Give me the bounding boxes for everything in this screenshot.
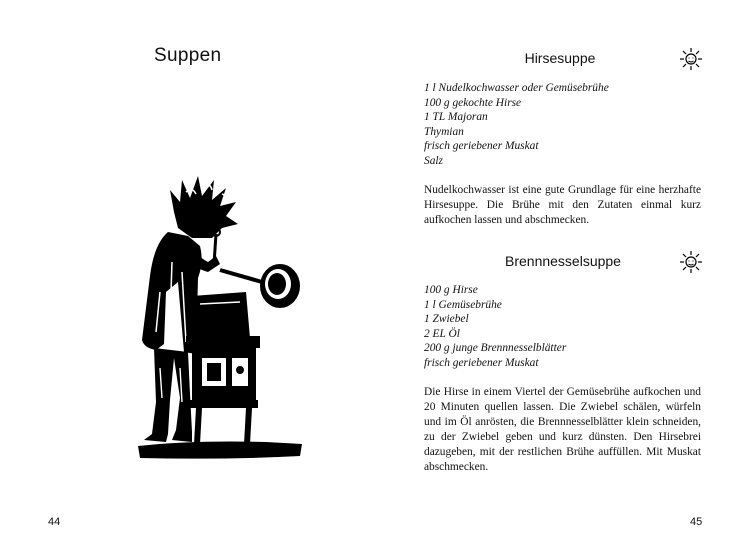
ingredient-item: Thymian [424, 125, 464, 138]
ingredient-item: Salz [424, 154, 443, 167]
ingredient-item: 100 g gekochte Hirse [424, 96, 522, 109]
sun-icon [679, 47, 703, 71]
page-title: Suppen [154, 45, 222, 66]
ingredient-item: 2 EL Öl [424, 327, 460, 340]
ingredient-item: 1 l Nudelkochwasser oder Gemüsebrühe [424, 82, 609, 94]
ingredient-item: 1 TL Majoran [424, 111, 488, 124]
recipe-title-brennnesselsuppe: Brennnesselsuppe [505, 253, 621, 269]
ingredient-item: 1 Zwiebel [424, 313, 469, 326]
ingredient-item: 200 g junge Brennnesselblätter [424, 342, 567, 355]
method-text-brennnesselsuppe: Die Hirse in einem Viertel der Gemüsebrühe aufkochen und 20 Minuten quellen lassen. Die Zwiebel schälen, würfeln und im Öl anrösten, die Brennnesselblätter klein schneiden, zu der Zwiebel geben und kurz dünsten. Den Hirsebrei dazugeben, mit der restlichen Brühe auffüllen. Mit Muskat abschmecken. [424, 386, 701, 473]
page-number-right: 45 [690, 516, 703, 528]
page-number-left: 44 [48, 516, 61, 528]
ingredients-list-brennnesselsuppe [424, 283, 566, 371]
sun-icon [679, 250, 703, 274]
ingredient-item: 1 l Gemüsebrühe [424, 298, 502, 311]
cook-illustration [134, 172, 304, 464]
ingredient-item: frisch geriebener Muskat [424, 140, 539, 153]
method-text-hirsesuppe: Nudelkochwasser ist eine gute Grundlage für eine herzhafte Hirsesuppe. Die Brühe mit den Zutaten einmal kurz aufkochen lassen und abschmecken. [424, 184, 701, 226]
recipe-title-hirsesuppe: Hirsesuppe [524, 50, 596, 66]
ingredient-item: 100 g Hirse [424, 284, 478, 296]
ingredients-list-hirsesuppe [424, 81, 609, 169]
ingredient-item: frisch geriebener Muskat [424, 356, 539, 369]
